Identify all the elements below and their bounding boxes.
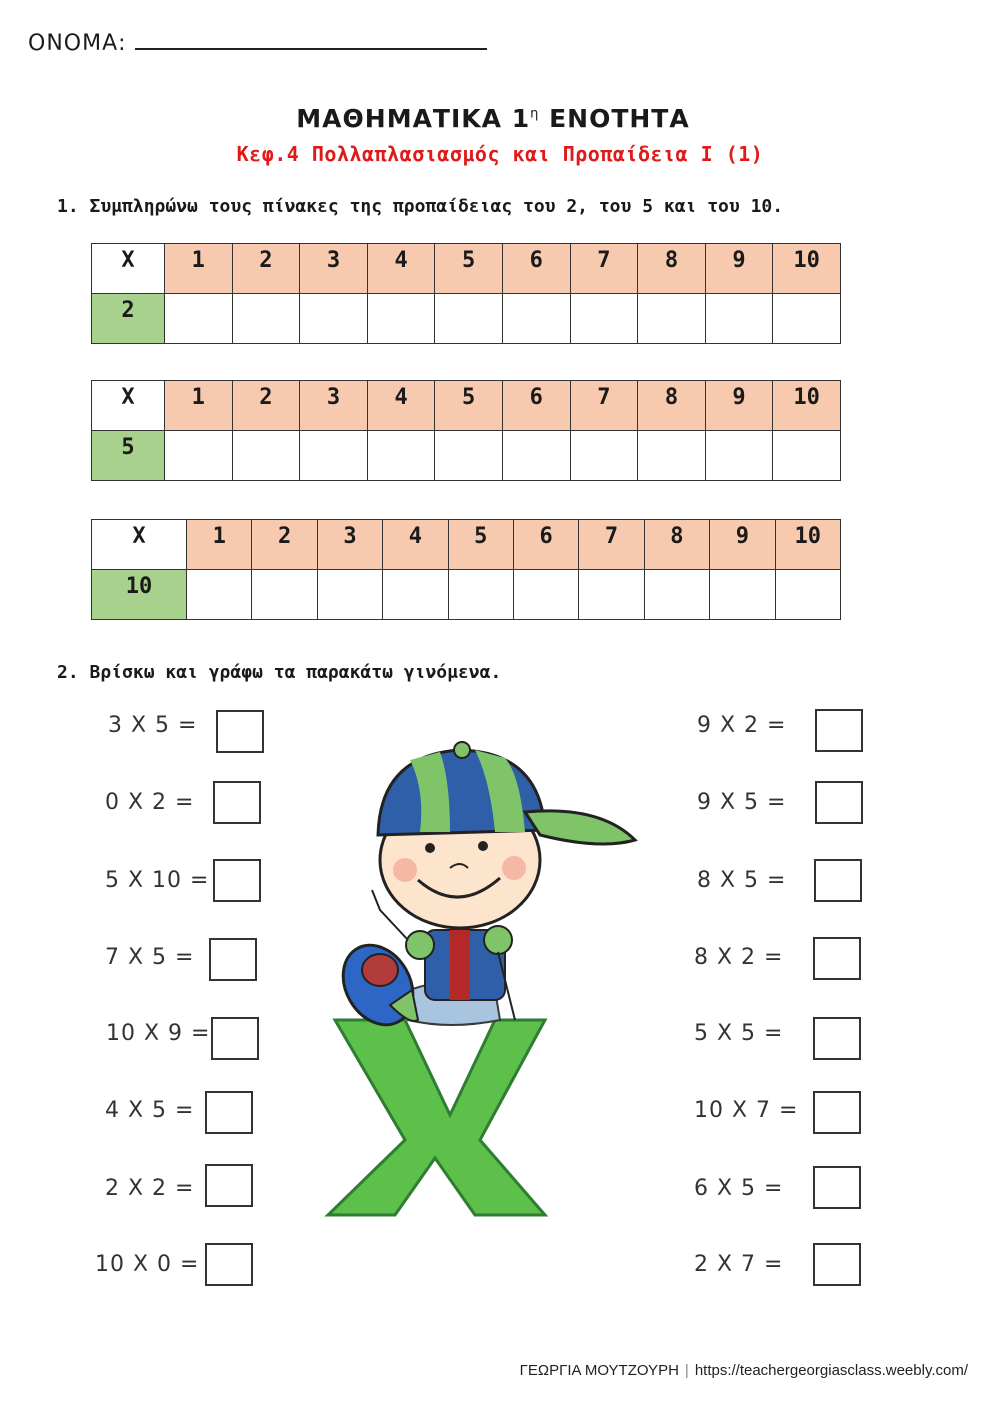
answer-cell[interactable] bbox=[300, 431, 368, 481]
answer-box[interactable] bbox=[216, 710, 264, 753]
header-cell: 9 bbox=[705, 244, 773, 294]
header-cell: 7 bbox=[579, 520, 644, 570]
answer-cell[interactable] bbox=[165, 294, 233, 344]
answer-box[interactable] bbox=[815, 781, 863, 824]
website-link[interactable]: https://teachergeorgiasclass.weebly.com/ bbox=[694, 1362, 968, 1379]
answer-cell[interactable] bbox=[773, 294, 841, 344]
answer-cell[interactable] bbox=[502, 431, 570, 481]
answer-box[interactable] bbox=[205, 1164, 253, 1207]
header-cell: 5 bbox=[435, 244, 503, 294]
equation-label: 2 Χ 2 = bbox=[105, 1176, 195, 1201]
answer-row bbox=[92, 431, 841, 481]
table-header-row bbox=[92, 381, 841, 431]
header-cell: 6 bbox=[513, 520, 578, 570]
answer-cell[interactable] bbox=[638, 431, 706, 481]
answer-cell[interactable] bbox=[383, 570, 448, 620]
equation-label: 5 Χ 10 = bbox=[105, 868, 210, 893]
equation-label: 2 Χ 7 = bbox=[694, 1252, 784, 1277]
header-cell: 9 bbox=[710, 520, 775, 570]
header-cell: 2 bbox=[252, 520, 317, 570]
table-header-row bbox=[92, 244, 841, 294]
corner-cell: Χ bbox=[92, 520, 187, 570]
cap-icon bbox=[378, 742, 635, 844]
header-cell: 10 bbox=[773, 381, 841, 431]
answer-box[interactable] bbox=[211, 1017, 259, 1060]
answer-cell[interactable] bbox=[579, 570, 644, 620]
author-name: ΓΕΩΡΓΙΑ ΜΟΥΤΖΟΥΡΗ bbox=[519, 1362, 679, 1379]
answer-box[interactable] bbox=[813, 1166, 861, 1209]
answer-cell[interactable] bbox=[232, 294, 300, 344]
answer-cell[interactable] bbox=[435, 431, 503, 481]
multiplier-cell: 10 bbox=[92, 570, 187, 620]
name-label: ΟΝΟΜΑ: bbox=[28, 31, 127, 56]
answer-box[interactable] bbox=[213, 781, 261, 824]
answer-cell[interactable] bbox=[448, 570, 513, 620]
header-cell: 10 bbox=[773, 244, 841, 294]
answer-cell[interactable] bbox=[435, 294, 503, 344]
corner-cell: Χ bbox=[92, 381, 165, 431]
header-cell: 1 bbox=[165, 244, 233, 294]
header-cell: 3 bbox=[300, 244, 368, 294]
answer-cell[interactable] bbox=[570, 294, 638, 344]
header-cell: 8 bbox=[638, 244, 706, 294]
corner-cell: Χ bbox=[92, 244, 165, 294]
answer-cell[interactable] bbox=[165, 431, 233, 481]
equation-label: 8 Χ 2 = bbox=[694, 945, 784, 970]
header-cell: 6 bbox=[502, 244, 570, 294]
equation-label: 10 Χ 9 = bbox=[106, 1021, 211, 1046]
header-cell: 4 bbox=[367, 244, 435, 294]
header-cell: 9 bbox=[705, 381, 773, 431]
header-cell: 2 bbox=[232, 381, 300, 431]
equation-label: 3 Χ 5 = bbox=[108, 713, 198, 738]
answer-box[interactable] bbox=[813, 1091, 861, 1134]
page-title bbox=[0, 104, 986, 133]
title-rest: ΕΝΟΤΗΤΑ bbox=[539, 104, 690, 133]
answer-box[interactable] bbox=[813, 1243, 861, 1286]
answer-cell[interactable] bbox=[775, 570, 840, 620]
equation-label: 7 Χ 5 = bbox=[105, 945, 195, 970]
header-cell: 2 bbox=[232, 244, 300, 294]
answer-cell[interactable] bbox=[710, 570, 775, 620]
footer-separator: | bbox=[684, 1362, 689, 1379]
name-field-row bbox=[28, 30, 487, 56]
equation-label: 8 Χ 5 = bbox=[697, 868, 787, 893]
multiplier-cell: 2 bbox=[92, 294, 165, 344]
footer-credit bbox=[520, 1362, 968, 1379]
answer-cell[interactable] bbox=[705, 294, 773, 344]
times-table-10 bbox=[91, 519, 841, 620]
answer-cell[interactable] bbox=[644, 570, 709, 620]
answer-cell[interactable] bbox=[367, 431, 435, 481]
header-cell: 10 bbox=[775, 520, 840, 570]
answer-cell[interactable] bbox=[705, 431, 773, 481]
equation-label: 5 Χ 5 = bbox=[694, 1021, 784, 1046]
answer-cell[interactable] bbox=[317, 570, 382, 620]
header-cell: 6 bbox=[502, 381, 570, 431]
table-header-row bbox=[92, 520, 841, 570]
equation-label: 10 Χ 0 = bbox=[95, 1252, 200, 1277]
times-table-2 bbox=[91, 243, 841, 344]
answer-cell[interactable] bbox=[252, 570, 317, 620]
header-cell: 7 bbox=[570, 381, 638, 431]
chapter-subtitle: Κεφ.4 Πολλαπλασιασμός και Προπαίδεια Ι (1) bbox=[236, 142, 764, 166]
name-line[interactable] bbox=[135, 30, 487, 50]
equation-label: 6 Χ 5 = bbox=[694, 1176, 784, 1201]
times-table-5 bbox=[91, 380, 841, 481]
title-main: ΜΑΘΗΜΑΤΙΚΑ 1 bbox=[296, 104, 531, 133]
equation-label: 0 Χ 2 = bbox=[105, 790, 195, 815]
equation-label: 9 Χ 2 = bbox=[697, 713, 787, 738]
answer-cell[interactable] bbox=[367, 294, 435, 344]
answer-cell[interactable] bbox=[638, 294, 706, 344]
answer-row bbox=[92, 570, 841, 620]
answer-cell[interactable] bbox=[773, 431, 841, 481]
answer-box[interactable] bbox=[815, 709, 863, 752]
exercise1-instruction: 1. Συμπληρώνω τους πίνακες της προπαίδειας του 2, του 5 και του 10. bbox=[57, 196, 784, 217]
equation-label: 10 Χ 7 = bbox=[694, 1098, 799, 1123]
exercise2-instruction: 2. Βρίσκω και γράφω τα παρακάτω γινόμενα. bbox=[57, 662, 502, 683]
answer-box[interactable] bbox=[205, 1243, 253, 1286]
answer-cell[interactable] bbox=[502, 294, 570, 344]
answer-box[interactable] bbox=[213, 859, 261, 902]
letter-x-icon bbox=[328, 1020, 545, 1215]
header-cell: 5 bbox=[448, 520, 513, 570]
answer-box[interactable] bbox=[205, 1091, 253, 1134]
answer-cell[interactable] bbox=[300, 294, 368, 344]
header-cell: 3 bbox=[300, 381, 368, 431]
equation-label: 4 Χ 5 = bbox=[105, 1098, 195, 1123]
header-cell: 8 bbox=[638, 381, 706, 431]
title-superscript: η bbox=[530, 106, 540, 122]
answer-box[interactable] bbox=[813, 937, 861, 980]
answer-box[interactable] bbox=[813, 1017, 861, 1060]
answer-cell[interactable] bbox=[187, 570, 252, 620]
answer-row bbox=[92, 294, 841, 344]
header-cell: 1 bbox=[187, 520, 252, 570]
header-cell: 5 bbox=[435, 381, 503, 431]
answer-cell[interactable] bbox=[513, 570, 578, 620]
header-cell: 8 bbox=[644, 520, 709, 570]
answer-box[interactable] bbox=[209, 938, 257, 981]
equation-label: 9 Χ 5 = bbox=[697, 790, 787, 815]
header-cell: 4 bbox=[383, 520, 448, 570]
multiplier-cell: 5 bbox=[92, 431, 165, 481]
header-cell: 7 bbox=[570, 244, 638, 294]
answer-box[interactable] bbox=[814, 859, 862, 902]
answer-cell[interactable] bbox=[570, 431, 638, 481]
header-cell: 4 bbox=[367, 381, 435, 431]
boy-on-x-illustration bbox=[300, 720, 665, 1290]
answer-cell[interactable] bbox=[232, 431, 300, 481]
header-cell: 1 bbox=[165, 381, 233, 431]
header-cell: 3 bbox=[317, 520, 382, 570]
